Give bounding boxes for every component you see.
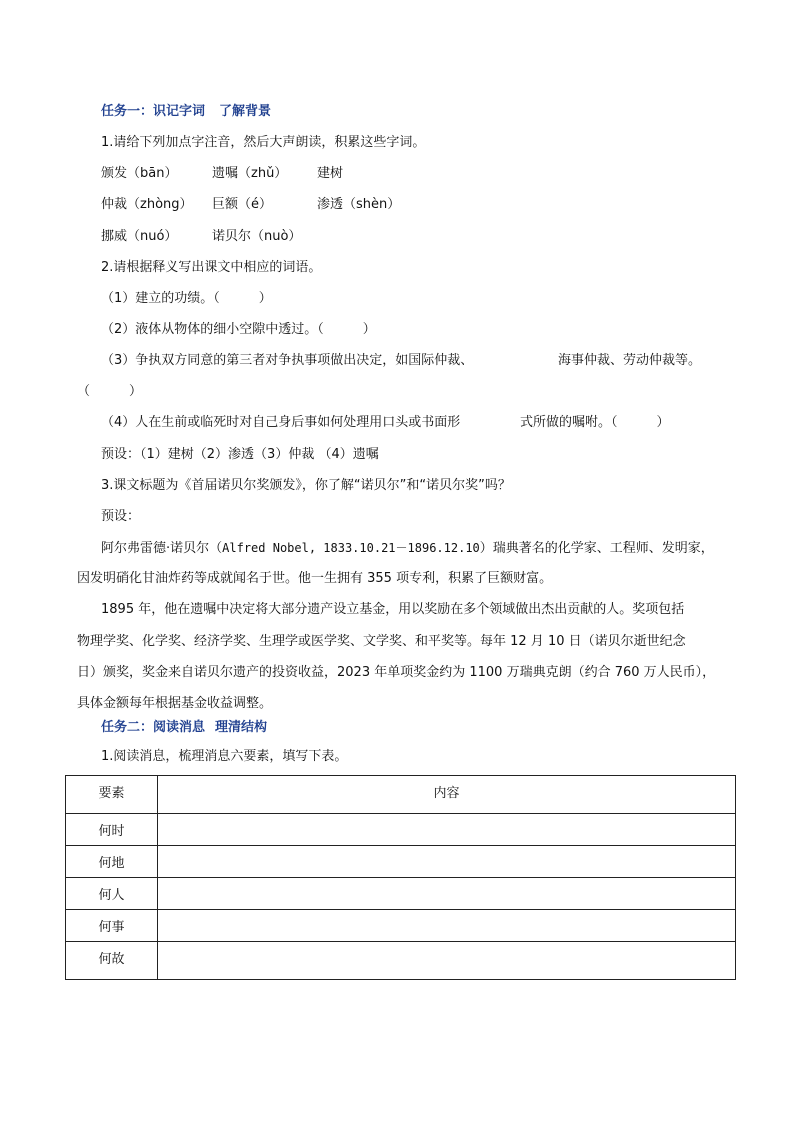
table-row [66,942,736,980]
row-answer-cell[interactable] [158,878,736,910]
nobel-para-2-2: 物理学奖、化学奖、经济学奖、生理学或医学奖、文学奖、和平奖等。每年 12 月 10 日（诺贝尔逝世纪念 [77,634,686,649]
nobel-para-2-3: 日）颁奖，奖金来自诺贝尔遗产的投资收益，2023 年单项奖金约为 1100 万瑞典克朗（约合 760 万人民币）， [77,665,716,680]
word-2-2: 巨额（é） [212,197,272,212]
table-row [66,814,736,846]
nobel-para-1c: 因发明硝化甘油炸药等成就闻名于世。他一生拥有 355 项专利，积累了巨额财富。 [77,571,553,586]
task1-q3: 3.课文标题为《首届诺贝尔奖颁发》，你了解“诺贝尔”和“诺贝尔奖”吗？ [101,478,511,493]
header-content: 内容 [158,776,736,814]
word-1-1: 颁发（bān） [101,166,178,181]
def-3c: （ ） [77,384,143,399]
task1-q2: 2.请根据释义写出课文中相应的词语。 [101,260,322,275]
row-answer-cell[interactable] [158,910,736,942]
nobel-para-1b: ）瑞典著名的化学家、工程师、发明家， [479,541,714,556]
table-header-row [66,776,736,814]
task2-title [101,718,267,738]
row-label-why: 何故 [66,942,158,980]
def-1: （1）建立的功绩。（ ） [101,291,272,306]
def-4b: 式所做的嘱咐。（ ） [520,415,670,430]
def-2: （2）液体从物体的细小空隙中透过。（ ） [101,322,376,337]
def-3b: 海事仲裁、劳动仲裁等。 [558,353,702,368]
word-3-1: 挪威（nuó） [101,229,178,244]
preset-label: 预设： [101,509,141,524]
task1-title [101,102,271,122]
task1-q1: 1.请给下列加点字注音，然后大声朗读，积累这些字词。 [101,135,426,150]
task2-q1: 1.阅读消息，梳理消息六要素，填写下表。 [101,749,348,764]
word-2-3: 渗透（shèn） [317,197,401,212]
word-1-3: 建树 [317,166,344,181]
table-row [66,878,736,910]
row-label-where: 何地 [66,846,158,878]
task1-title-b: 了解背景 [219,104,272,119]
nobel-dates: Alfred Nobel, 1833.10.21－1896.12.10 [222,541,480,555]
task2-title-b: 理清结构 [215,720,268,735]
def-4a: （4）人在生前或临死时对自己身后事如何处理用口头或书面形 [101,415,461,430]
table-row [66,910,736,942]
row-label-when: 何时 [66,814,158,846]
def-3a: （3）争执双方同意的第三者对争执事项做出决定，如国际仲裁、 [101,353,474,368]
row-label-what: 何事 [66,910,158,942]
nobel-para-1 [101,538,714,559]
word-1-2: 遗嘱（zhǔ） [212,166,288,181]
task2-title-a: 任务二：阅读消息 [101,720,206,735]
header-element: 要素 [66,776,158,814]
nobel-para-2-4: 具体金额每年根据基金收益调整。 [77,696,273,711]
nobel-para-2-1: 1895 年，他在遗嘱中决定将大部分遗产设立基金，用以奖励在多个领域做出杰出贡献的人。奖项包括 [101,602,685,617]
row-label-who: 何人 [66,878,158,910]
row-answer-cell[interactable] [158,942,736,980]
six-elements-table [65,775,736,980]
row-answer-cell[interactable] [158,814,736,846]
word-2-1: 仲裁（zhòng） [101,197,193,212]
task1-title-a: 任务一：识记字词 [101,104,206,119]
word-3-2: 诺贝尔（nuò） [212,229,302,244]
answer-1: 预设：（1）建树（2）渗透（3）仲裁 （4）遗嘱 [101,447,379,462]
table-row [66,846,736,878]
row-answer-cell[interactable] [158,846,736,878]
nobel-para-1a: 阿尔弗雷德·诺贝尔（ [101,541,223,556]
